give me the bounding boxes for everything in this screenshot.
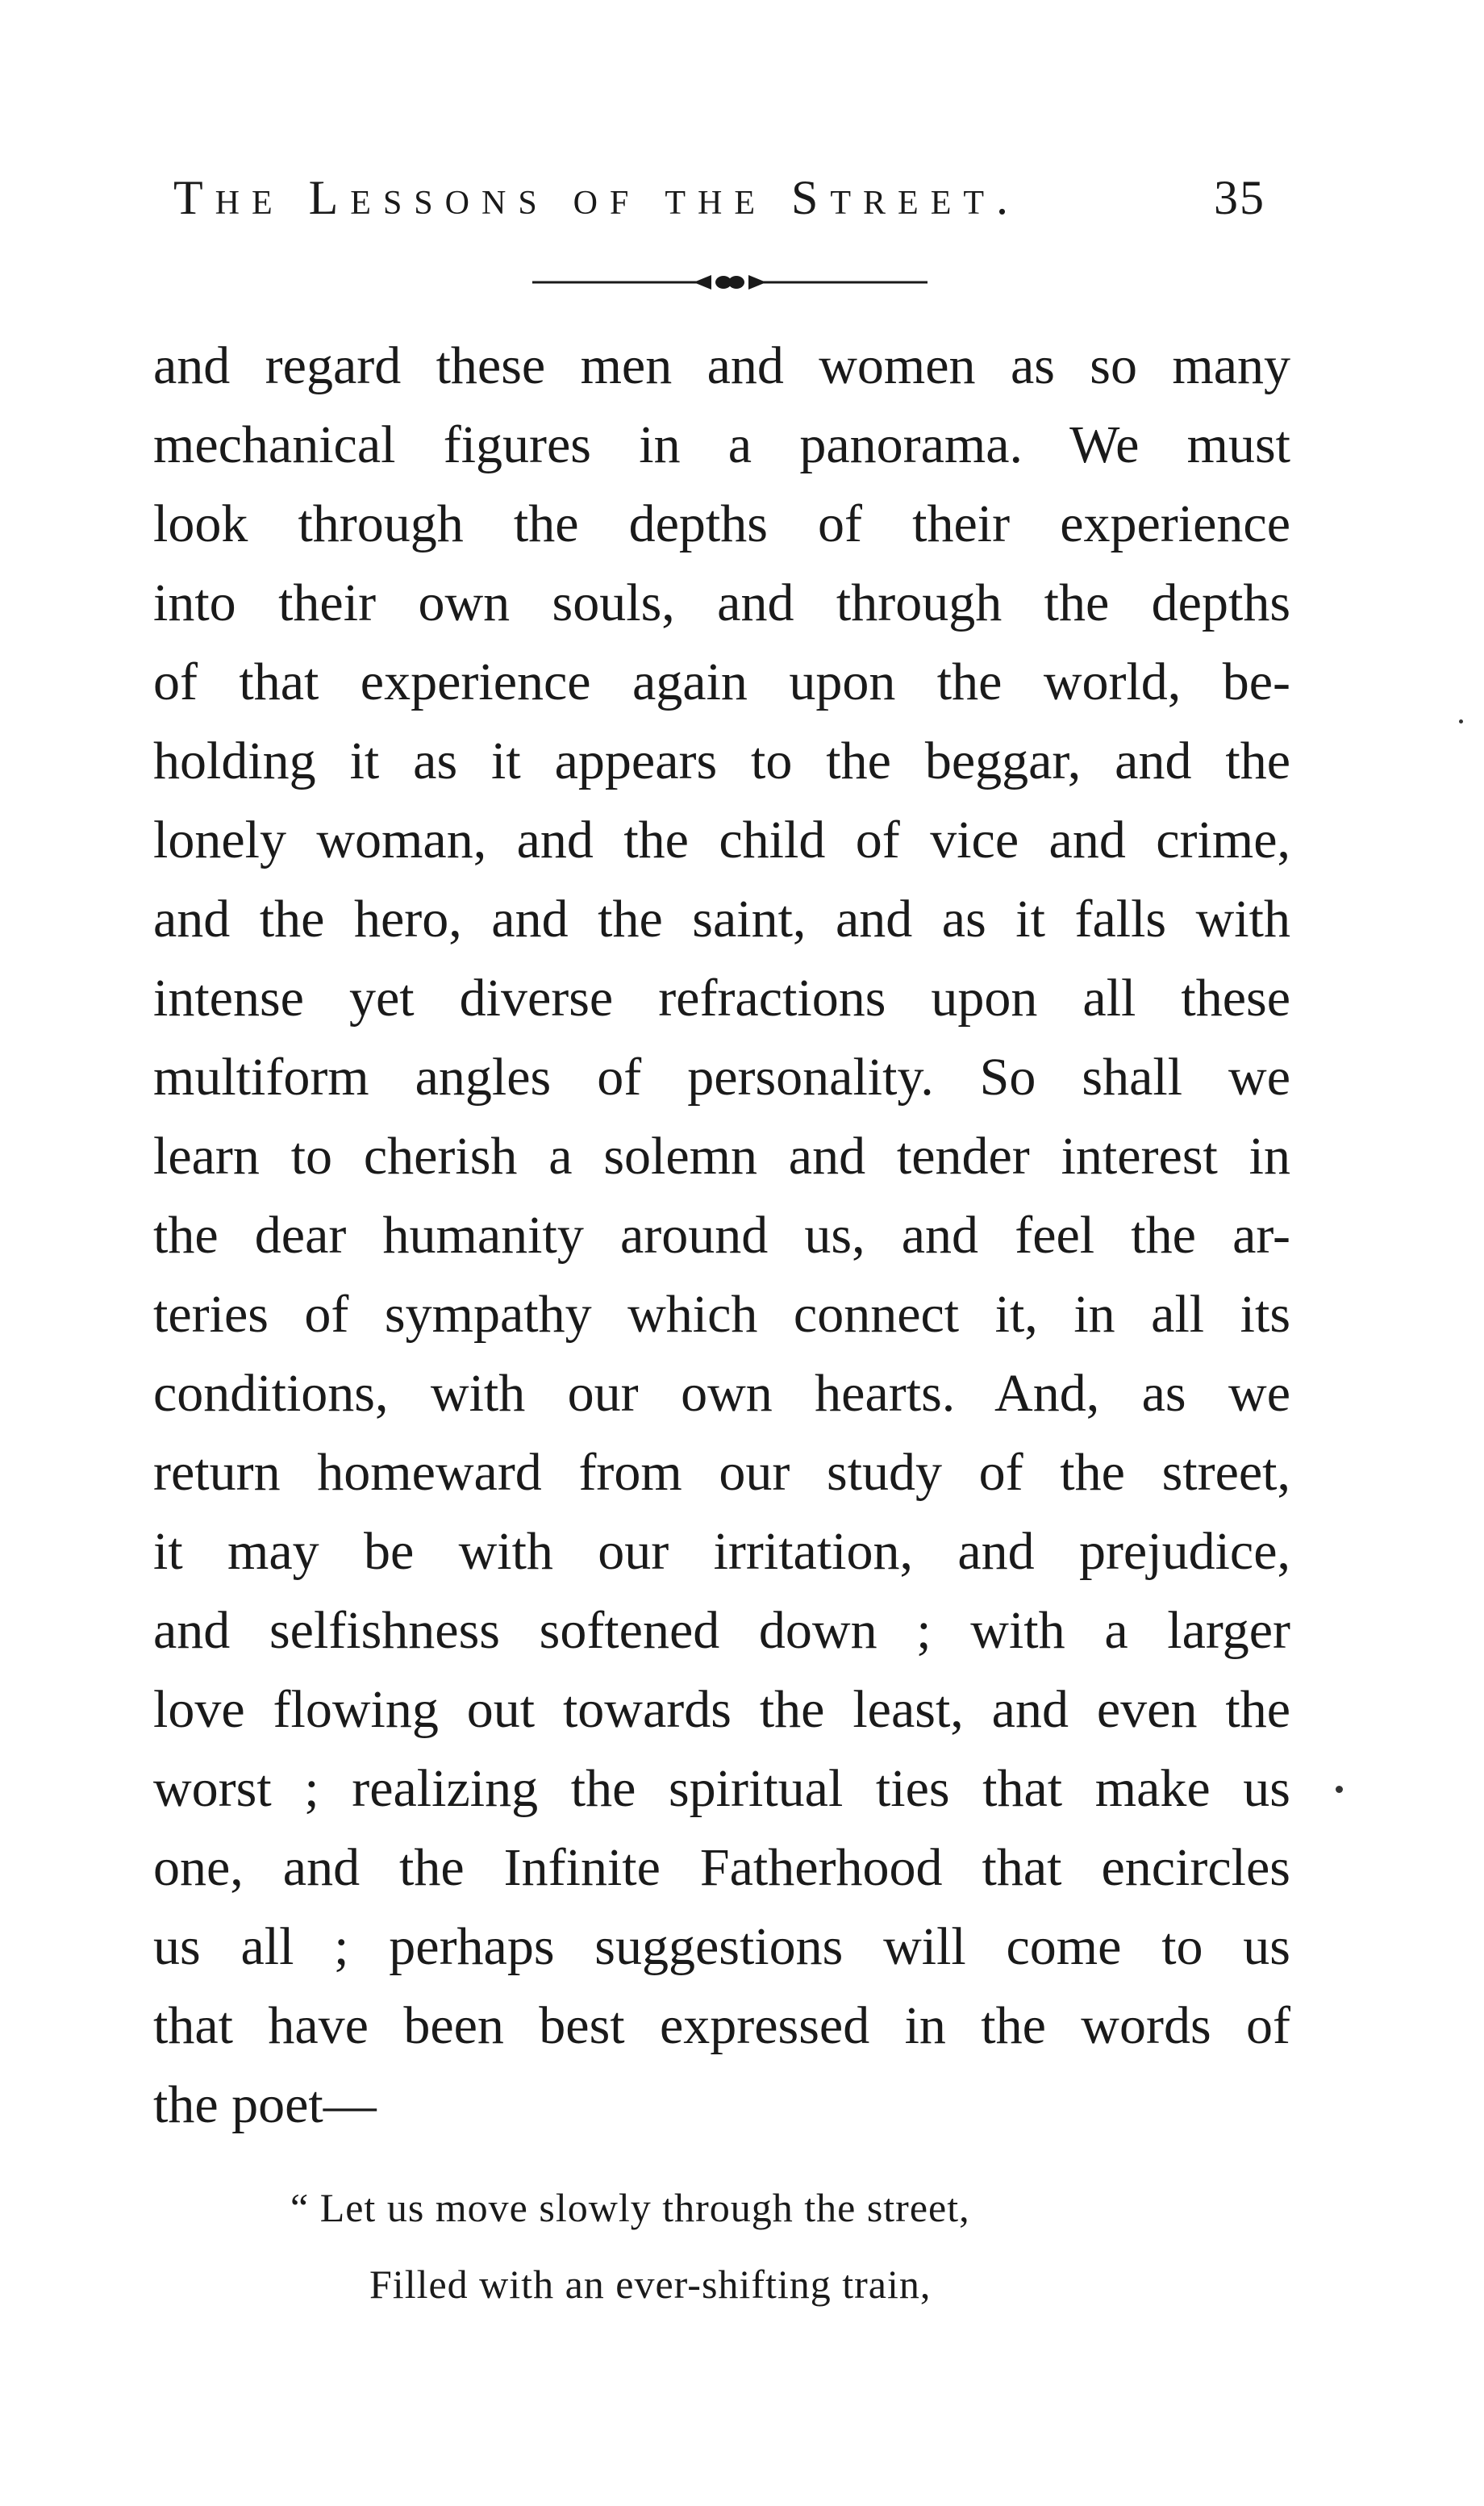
page-number: 35: [1214, 171, 1265, 224]
text-line: learn to cherish a solemn and tender interest in: [153, 1127, 1290, 1186]
text-line: the poet—: [153, 2075, 377, 2134]
text-line: return homeward from our study of the street,: [153, 1443, 1290, 1502]
verse-quote: [290, 2170, 1178, 2323]
text-line: the dear humanity around us, and feel the ar-: [153, 1206, 1290, 1265]
text-line: lonely woman, and the child of vice and crime,: [153, 811, 1290, 869]
verse-line-1: “ Let us move slowly through the street,: [290, 2185, 970, 2230]
verse-line-2: Filled with an ever-shifting train,: [369, 2262, 932, 2307]
text-line: and selfishness softened down ; with a larger: [153, 1601, 1290, 1660]
text-line: multiform angles of personality. So shall we: [153, 1048, 1290, 1107]
ink-speck: [1336, 1786, 1343, 1793]
text-line: into their own souls, and through the depths: [153, 573, 1290, 632]
text-line: that have been best expressed in the words of: [153, 1996, 1290, 2055]
text-line: us all ; perhaps suggestions will come to us: [153, 1917, 1290, 1976]
text-line: mechanical figures in a panorama. We must: [153, 415, 1290, 474]
text-line: intense yet diverse refractions upon all these: [153, 969, 1290, 1028]
text-line: worst ; realizing the spiritual ties that make us: [153, 1759, 1290, 1818]
text-line: one, and the Infinite Fatherhood that encircles: [153, 1838, 1290, 1897]
text-line: love flowing out towards the least, and even the: [153, 1680, 1290, 1739]
text-line: and the hero, and the saint, and as it falls with: [153, 890, 1290, 949]
text-line: teries of sympathy which connect it, in all its: [153, 1285, 1290, 1344]
text-line: and regard these men and women as so many: [153, 336, 1290, 395]
ornament-rule: [532, 266, 928, 298]
running-title: The Lessons of the Street.: [173, 171, 1021, 224]
ink-speck: [1459, 719, 1463, 723]
body-text: [153, 327, 1290, 2145]
text-line: it may be with our irritation, and prejudice,: [153, 1522, 1290, 1581]
text-line: holding it as it appears to the beggar, and the: [153, 732, 1290, 790]
text-line: look through the depths of their experience: [153, 494, 1290, 553]
running-head: [173, 165, 1303, 230]
text-line: conditions, with our own hearts. And, as we: [153, 1364, 1290, 1423]
text-line: of that experience again upon the world, be-: [153, 653, 1290, 711]
